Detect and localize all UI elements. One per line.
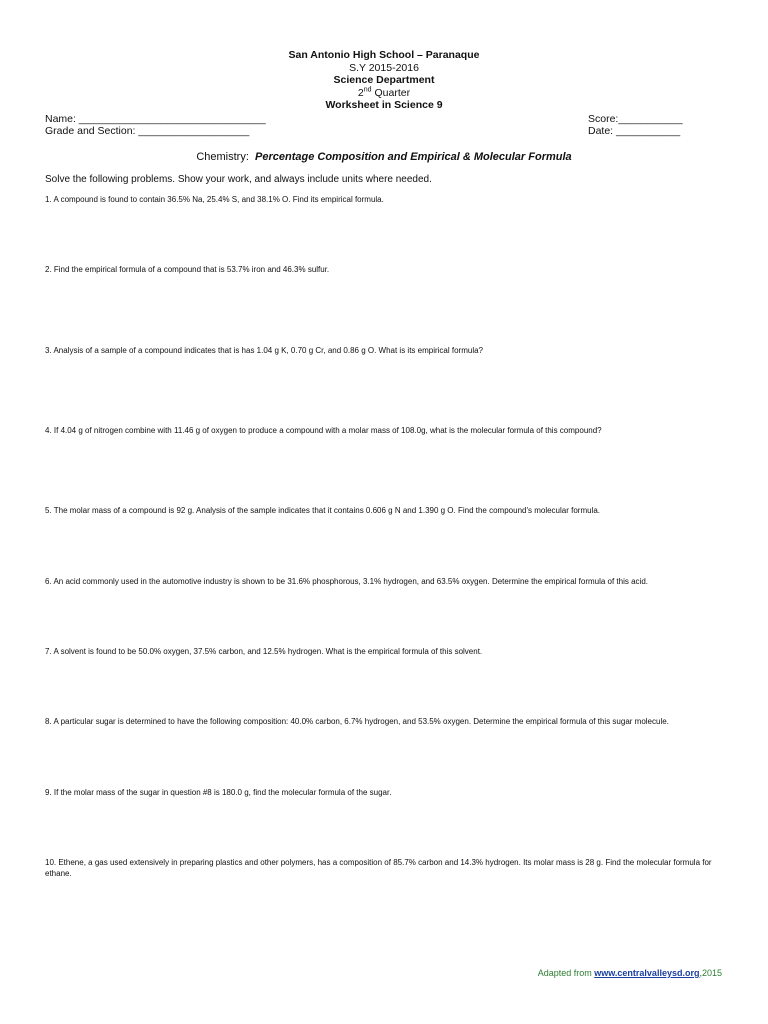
question-4: 4. If 4.04 g of nitrogen combine with 11.46 g of oxygen to produce a compound with a molar mass of 108.0g, what is the molecular formula of this compound? xyxy=(45,426,602,435)
document-header xyxy=(0,49,768,112)
date-field: Date: ___________ xyxy=(588,125,681,137)
question-6: 6. An acid commonly used in the automotive industry is shown to be 31.6% phosphorous, 3.1% hydrogen, and 63.5% oxygen. Determine the empirical formula of this acid. xyxy=(45,577,649,586)
question-1: 1. A compound is found to contain 36.5% Na, 25.4% S, and 38.1% O. Find its empirical formula. xyxy=(45,195,384,204)
school-name: San Antonio High School – Paranaque xyxy=(288,49,480,61)
attribution-link[interactable]: www.centralvalleysd.org xyxy=(594,968,700,978)
attribution-footer xyxy=(538,968,722,978)
quarter-label xyxy=(0,87,768,100)
instructions: Solve the following problems. Show your work, and always include units where needed. xyxy=(45,174,432,185)
question-2: 2. Find the empirical formula of a compound that is 53.7% iron and 46.3% sulfur. xyxy=(45,265,330,274)
subject-title: Percentage Composition and Empirical & Molecular Formula xyxy=(255,151,572,163)
school-year: S.Y 2015-2016 xyxy=(349,61,419,74)
department-name: Science Department xyxy=(333,74,435,86)
grade-section-field: Grade and Section: ___________________ xyxy=(45,125,250,137)
question-8: 8. A particular sugar is determined to have the following composition: 40.0% carbon, 6.7% hydrogen, and 53.5% oxygen. Determine the empirical formula of this sugar molecule. xyxy=(45,717,669,726)
name-field: Name: ________________________________ xyxy=(45,113,266,125)
quarter-word: Quarter xyxy=(371,86,411,99)
question-5: 5. The molar mass of a compound is 92 g. Analysis of the sample indicates that it contains 0.606 g N and 1.390 g O. Find the compound's molecular formula. xyxy=(45,506,601,515)
score-field: Score:___________ xyxy=(588,113,683,125)
attribution-suffix: ,2015 xyxy=(699,968,722,978)
question-7: 7. A solvent is found to be 50.0% oxygen, 37.5% carbon, and 12.5% hydrogen. What is the empirical formula of this solvent. xyxy=(45,647,483,656)
quarter-ordinal-suffix: nd xyxy=(363,86,372,93)
subject-heading xyxy=(0,151,768,163)
worksheet-title: Worksheet in Science 9 xyxy=(325,99,443,111)
subject-prefix: Chemistry: xyxy=(196,151,249,163)
question-10: 10. Ethene, a gas used extensively in preparing plastics and other polymers, has a composition of 85.7% carbon and 14.3% hydrogen. Its molar mass is 28 g. Find the molecular formula for ethane. xyxy=(45,858,712,878)
quarter-number: 2 xyxy=(357,86,364,99)
attribution-prefix: Adapted from xyxy=(537,968,595,978)
question-9: 9. If the molar mass of the sugar in question #8 is 180.0 g, find the molecular formula of the sugar. xyxy=(45,788,392,797)
question-3: 3. Analysis of a sample of a compound indicates that is has 1.04 g K, 0.70 g Cr, and 0.86 g O. What is its empirical formula? xyxy=(45,346,484,355)
